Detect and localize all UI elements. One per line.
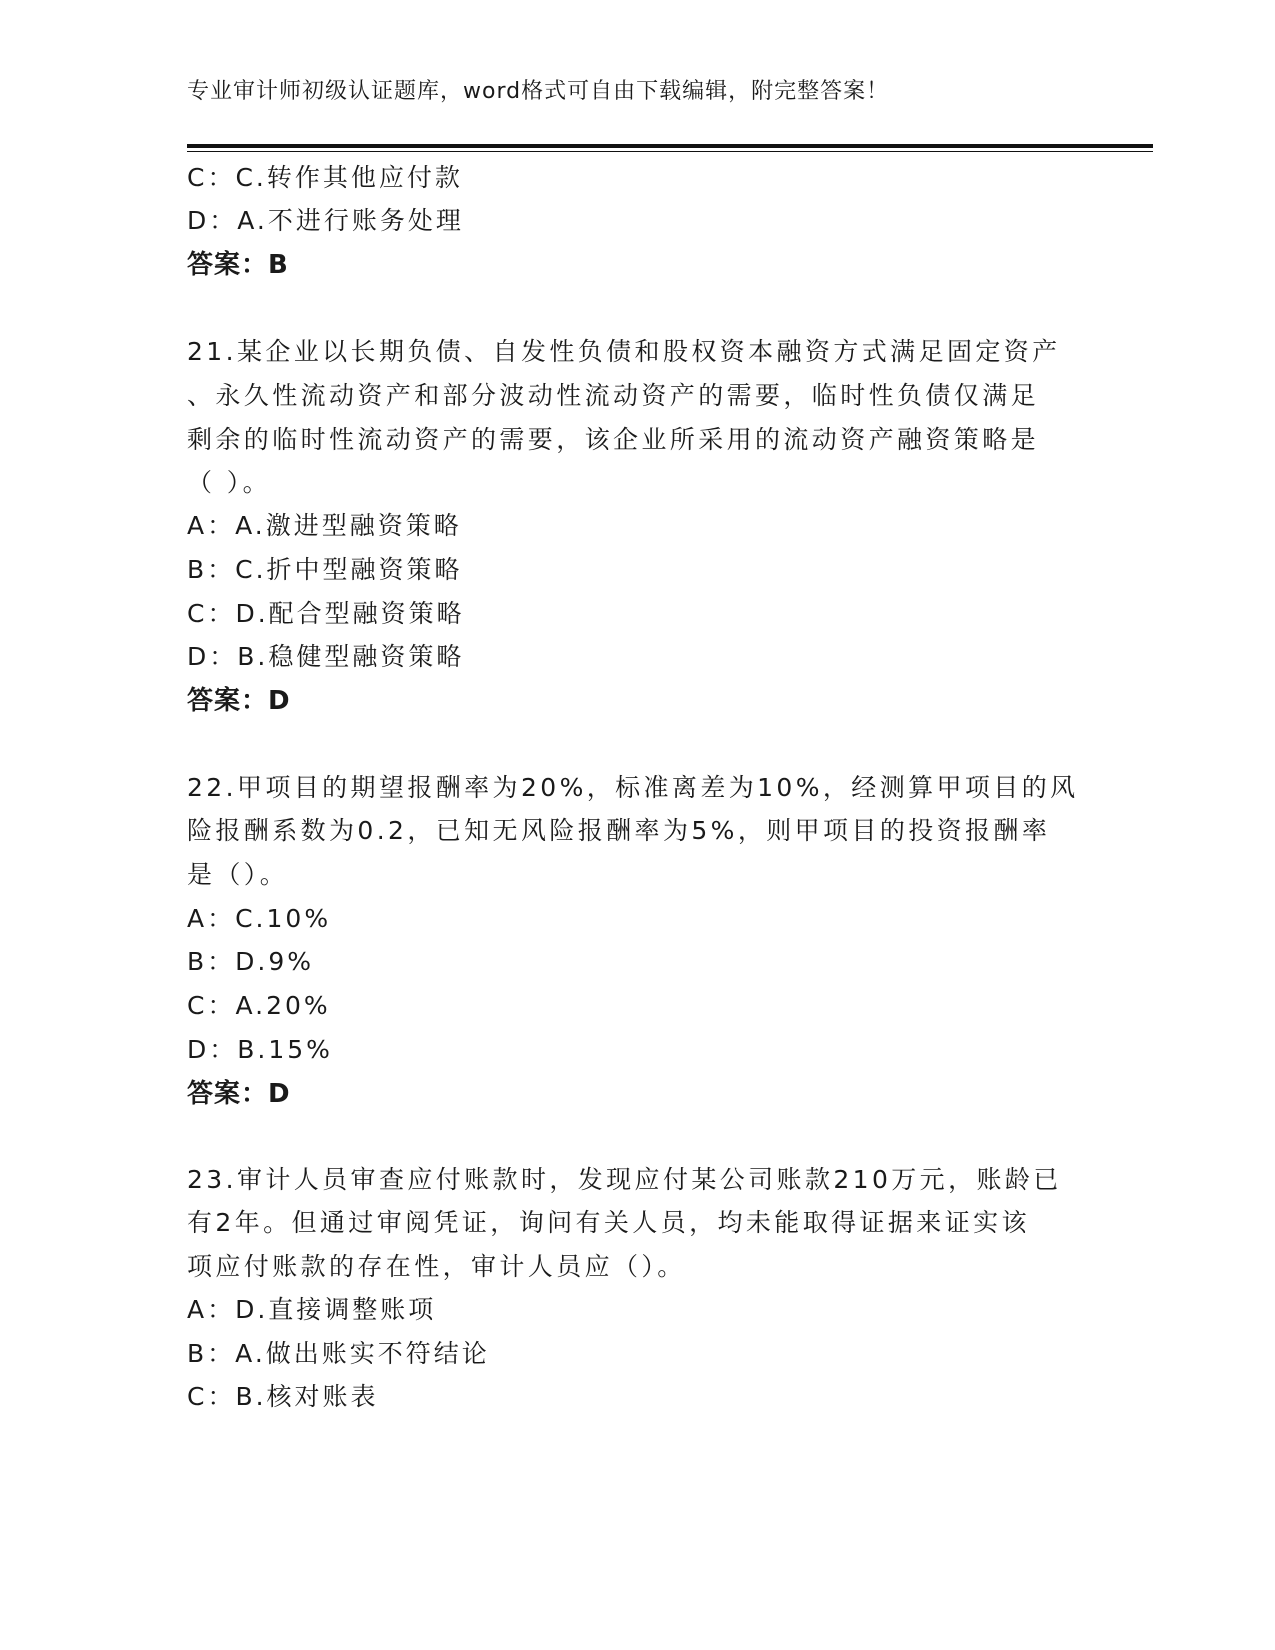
q23-stem-line-2: 有2年。但通过审阅凭证，询问有关人员，均未能取得证据来证实该 xyxy=(187,1208,1030,1237)
q21-option-d: D：B.稳健型融资策略 xyxy=(187,642,465,671)
q21-stem-line-2: 、永久性流动资产和部分波动性流动资产的需要，临时性负债仅满足 xyxy=(187,381,1040,410)
q20-answer: 答案：B xyxy=(187,250,289,280)
q20-option-d: D：A.不进行账务处理 xyxy=(187,206,464,235)
page-header: 专业审计师初级认证题库，word格式可自由下载编辑，附完整答案！ xyxy=(187,79,890,104)
q21-option-a: A：A.激进型融资策略 xyxy=(187,511,462,540)
q22-option-a: A：C.10% xyxy=(187,904,332,933)
header-divider-thick xyxy=(187,144,1153,148)
q21-option-b: B：C.折中型融资策略 xyxy=(187,555,463,584)
q23-option-c: C：B.核对账表 xyxy=(187,1382,379,1411)
q21-stem-line-3: 剩余的临时性流动资产的需要，该企业所采用的流动资产融资策略是 xyxy=(187,425,1040,454)
q21-stem-line-1: 21.某企业以长期负债、自发性负债和股权资本融资方式满足固定资产 xyxy=(187,337,1061,366)
q23-option-b: B：A.做出账实不符结论 xyxy=(187,1339,490,1368)
q21-option-c: C：D.配合型融资策略 xyxy=(187,599,465,628)
q22-answer: 答案：D xyxy=(187,1079,291,1109)
q22-option-c: C：A.20% xyxy=(187,991,331,1020)
q22-option-b: B：D.9% xyxy=(187,947,315,976)
q21-answer: 答案：D xyxy=(187,686,291,716)
q23-stem-line-3: 项应付账款的存在性，审计人员应（）。 xyxy=(187,1252,686,1281)
q22-stem-line-3: 是（）。 xyxy=(187,860,289,889)
q21-stem-line-4: （ ）。 xyxy=(187,468,272,497)
q23-option-a: A：D.直接调整账项 xyxy=(187,1295,437,1324)
q22-option-d: D：B.15% xyxy=(187,1035,333,1064)
header-divider-thin xyxy=(187,151,1153,152)
q22-stem-line-1: 22.甲项目的期望报酬率为20%，标准离差为10%，经测算甲项目的风 xyxy=(187,773,1079,802)
q22-stem-line-2: 险报酬系数为0.2，已知无风险报酬率为5%，则甲项目的投资报酬率 xyxy=(187,816,1051,845)
q20-option-c: C：C.转作其他应付款 xyxy=(187,163,463,192)
q23-stem-line-1: 23.审计人员审查应付账款时，发现应付某公司账款210万元，账龄已 xyxy=(187,1165,1062,1194)
